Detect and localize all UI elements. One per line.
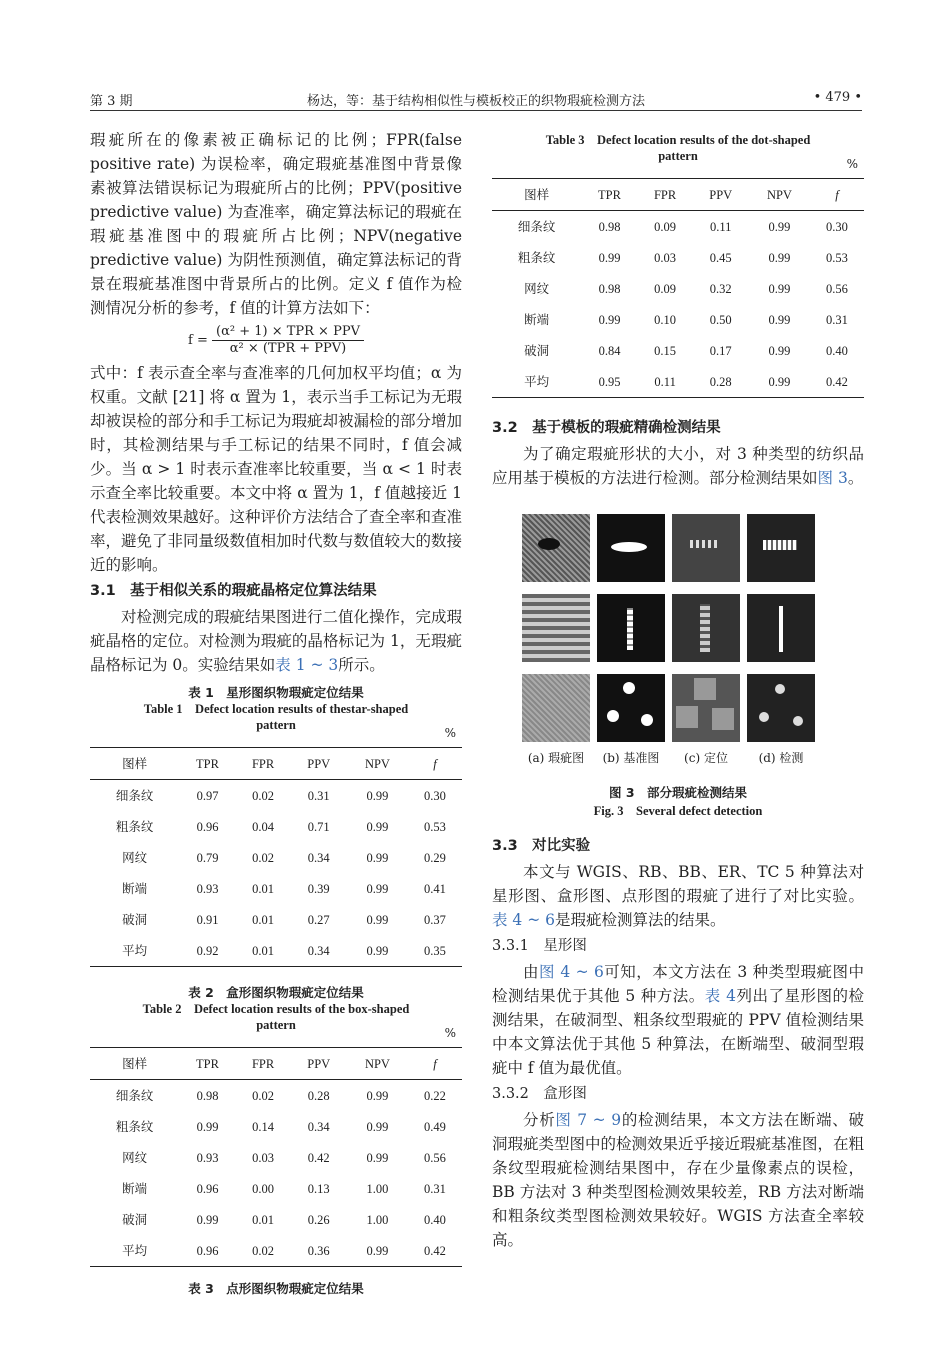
figure-row-box [522,594,842,662]
table-cell: 断端 [524,312,550,327]
table-cell: 粗条纹 [517,250,556,265]
table-cell: 1.00 [366,1212,389,1227]
table-cell: 0.42 [826,374,848,389]
table-cell: 网纹 [524,281,550,296]
table-cell: 0.31 [307,788,330,803]
figure-3-caption [492,784,864,820]
table-row [90,780,462,812]
section-3-1-heading: 3.1 基于相似关系的瑕疵晶格定位算法结果 [90,583,377,599]
table-cell: 0.01 [252,943,275,958]
sublabel-d: (d) 检测 [758,751,804,765]
table-cell: 平均 [524,374,550,389]
text-span: 本文与 WGIS、RB、BB、ER、TC 5 种算法对星形图、盒形图、点形图的瑕疵了进行了对比实验。 [492,863,864,905]
paragraph-3-3 [492,860,864,932]
table-1-title-zh: 表 1 星形图织物瑕疵定位结果 [188,685,364,700]
table-cell: 断端 [122,881,148,896]
section-3-3-1-heading: 3.3.1 星形图 [492,938,587,954]
text-span: 对检测完成的瑕疵结果图进行二值化操作，完成瑕疵晶格的定位。对检测为瑕疵的晶格标记为 1，无瑕疵晶格标记为 0。实验结果如 [90,608,463,674]
detection-image [747,594,815,662]
table-cell: 0.50 [709,312,732,327]
col-header: FPR [251,756,275,771]
table-cell: 0.42 [424,1243,446,1258]
table-cell: 0.22 [424,1088,446,1103]
table-3 [492,178,864,398]
table-cell: 0.40 [826,343,848,358]
table-cell: 断端 [122,1181,148,1196]
table-row [90,842,462,873]
table-1 [90,747,462,967]
table-cell: 0.79 [196,850,219,865]
table-cell: 0.99 [598,250,621,265]
table-3-caption [492,132,864,164]
table-row [492,273,864,304]
location-image [672,674,740,742]
left-column [90,128,462,1297]
table-row [492,211,864,243]
table-cell: 0.96 [196,819,219,834]
table-cell: 0.99 [366,1119,389,1134]
table-cell: 0.99 [196,1119,219,1134]
figure-3 [522,514,842,770]
figure-row-star [522,514,842,582]
text-span: 的检测结果，本文方法在断端、破洞瑕疵类型图中的检测效果近乎接近瑕疵基准图，在粗条纹型瑕疵检测结果图中，存在少量像素点的误检，BB 方法对 3 种类型图检测效果较差，RB 方法对断端和粗条纹类型图检测效果较好。WGIS 方法查全率较高。 [492,1111,865,1249]
table-cell: 0.99 [366,850,389,865]
table-cell: 0.11 [654,374,676,389]
table-3-title-en-cont: pattern [658,149,698,163]
table-cell: 0.99 [768,343,791,358]
unit-label: % [444,726,456,740]
table-cell: 0.56 [826,281,848,296]
paragraph-metrics: 瑕疵所在的像素被正确标记的比例；FPR(false positive rate) 为误检率，确定瑕疵基准图中背景像素被算法错误标记为瑕疵所占的比例；PPV(positive predictive value) 为查准率，确定算法标记的瑕疵在瑕疵基准图中的瑕疵所占比例；NPV(negative predictive value) 为阴性预测值，确定算法标记的背景在瑕疵基准图中背景所占的比例。定义 f 值作为检测情况分析的参考，f 值的计算方法如下： [90,131,462,317]
figure-3-link[interactable]: 图 3 [817,469,848,487]
table-cell: 0.02 [252,1088,275,1103]
formula-lhs: f = [188,333,208,348]
table-cell: 0.99 [366,819,389,834]
col-header: TPR [598,187,621,202]
table-cell: 0.53 [424,819,446,834]
table-1-caption [90,685,462,733]
table-cell: 0.42 [307,1150,330,1165]
table-cell: 0.02 [252,850,275,865]
text-span: 是瑕疵检测算法的结果。 [555,911,726,929]
table-cell: 0.01 [252,1212,275,1227]
table-cell: 0.26 [307,1212,330,1227]
table-3-title-zh: 表 3 点形图织物瑕疵定位结果 [188,1281,364,1296]
table-row [90,873,462,904]
table-cell: 0.28 [307,1088,330,1103]
table-cell: 0.02 [252,1243,275,1258]
table-cell: 0.37 [424,912,446,927]
table-cell: 破洞 [524,343,550,358]
table-cell: 0.91 [196,912,219,927]
table-row [492,242,864,273]
table-cell: 0.13 [307,1181,330,1196]
table-cell: 0.03 [654,250,677,265]
table-row [492,304,864,335]
col-header: TPR [196,756,219,771]
table-cell: 平均 [122,943,148,958]
location-image [672,514,740,582]
table-cell: 0.34 [307,1119,330,1134]
table-cell: 0.99 [768,374,791,389]
table-row [90,1111,462,1142]
page-number: • 479 • [813,90,862,105]
figure-sublabels [522,746,842,770]
table-2 [90,1047,462,1267]
defect-image [522,514,590,582]
table-cell: 0.03 [252,1150,275,1165]
table-header-row [492,179,864,211]
table-cell: 0.09 [654,219,677,234]
paragraph-3-2 [492,442,864,490]
section-3-3-2-heading: 3.3.2 盒形图 [492,1086,587,1102]
text-span: 由 [523,963,539,981]
table-cell: 0.00 [252,1181,275,1196]
paragraph-formula-explain: 式中：f 表示查全率与查准率的几何加权平均值；α 为权重。文献 [21] 将 α 置为 1，表示当手工标记为无瑕却被误检的部分和手工标记为瑕疵却被漏检的部分增加时，其检测结果与手工标记的结果不同时，f 值会减少。当 α > 1 时表示查准率比较重要，当 α < 1 时表示查全率比较重要。本文中将 α 置为 1，f 值越接近 1 代表检测效果越好。这种评价方法结合了查全率和查准率，避免了非同量级数值相加时代数与数值较大的数接近的影响。 [90,364,463,574]
table-header-row [90,748,462,780]
paragraph-3-1 [90,605,462,677]
table-cell: 0.41 [424,881,446,896]
table-cell: 0.99 [366,788,389,803]
table-cell: 0.96 [196,1181,219,1196]
table-cell: 0.15 [654,343,677,358]
paragraph-3-3-1 [492,960,864,1080]
detection-image [747,674,815,742]
col-header: FPR [653,187,677,202]
table-cell: 0.53 [826,250,848,265]
col-header: PPV [709,187,733,202]
table-cell: 0.93 [196,1150,219,1165]
table-row [90,1080,462,1112]
table-cell: 0.99 [366,1243,389,1258]
table-cell: 破洞 [122,912,148,927]
table-cell: 0.28 [709,374,732,389]
table-cell: 0.36 [307,1243,330,1258]
table-row [90,935,462,967]
table-row [90,1173,462,1204]
table-2-title-en-cont: pattern [256,1018,296,1032]
figure-caption-zh: 图 3 部分瑕疵检测结果 [608,785,748,800]
unit-label: % [444,1026,456,1040]
col-header: NPV [364,756,390,771]
table-cell: 0.34 [307,943,330,958]
table-1-title-en-cont: pattern [256,718,296,732]
figure-caption-en: Fig. 3 Several defect detection [593,804,763,818]
col-header: PPV [307,756,331,771]
table-cell: 细条纹 [115,1088,154,1103]
col-header: 图样 [524,187,550,202]
table-cell: 0.01 [252,881,275,896]
table-cell: 0.17 [709,343,732,358]
table-cell: 0.99 [366,943,389,958]
col-header: 图样 [122,756,148,771]
table-cell: 0.14 [252,1119,275,1134]
text-span: 。 [847,469,864,487]
table-cell: 网纹 [122,1150,148,1165]
table-cell: 0.99 [366,912,389,927]
table-cell: 0.31 [424,1181,446,1196]
right-column [492,128,864,1252]
text-span: 为了确定瑕疵形状的大小，对 3 种类型的纺织品应用基于模板的方法进行检测。部分检测结果如 [492,445,864,487]
table-cell: 细条纹 [517,219,556,234]
text-span: 分析 [523,1111,556,1129]
table-header-row [90,1048,462,1080]
table-cell: 网纹 [122,850,148,865]
table-cell: 0.99 [366,881,389,896]
table-cell: 0.99 [366,1088,389,1103]
table-cell: 0.40 [424,1212,446,1227]
table-cell: 0.99 [768,312,791,327]
table-cell: 细条纹 [115,788,154,803]
table-cell: 0.99 [768,219,791,234]
table-row [90,1142,462,1173]
table-cell: 0.49 [424,1119,446,1134]
table-cell: 1.00 [366,1181,389,1196]
col-header: FPR [251,1056,275,1071]
table-cell: 0.84 [598,343,621,358]
text-span: 可知，本文方法在 3 种类型瑕疵图中检测结果优于其他 5 种方法。 [492,963,864,1005]
table-2-title-zh: 表 2 盒形图织物瑕疵定位结果 [188,985,364,1000]
col-header: TPR [196,1056,219,1071]
table-2-title-en: Table 2 Defect location results of the box-shaped [142,1002,410,1016]
table-cell: 0.04 [252,819,275,834]
table-cell: 破洞 [122,1212,148,1227]
issue-number: 第 3 期 [90,94,133,109]
table-cell: 0.10 [654,312,677,327]
table-1-unit [90,726,462,747]
formula-fraction [212,324,364,357]
table-3-unit [492,157,864,178]
table-cell: 0.35 [424,943,446,958]
location-image [672,594,740,662]
col-header: f [433,756,437,771]
table-row [90,1235,462,1267]
table-row [90,1204,462,1235]
table-cell: 0.99 [196,1212,219,1227]
table-cell: 0.32 [709,281,732,296]
table-row [492,335,864,366]
table-cell: 平均 [122,1243,148,1258]
f-formula [90,324,462,357]
ground-truth-image [597,674,665,742]
text-span: 列出了星形图的检测结果，在破洞型、粗条纹型瑕疵的 PPV 值检测结果中本文算法优于其他 5 种算法，在断端型、破洞型瑕疵中 f 值为最优值。 [492,987,864,1077]
table-row [492,366,864,398]
section-3-3-heading: 3.3 对比实验 [492,838,591,854]
table-cell: 0.34 [307,850,330,865]
section-3-2-heading: 3.2 基于模板的瑕疵精确检测结果 [492,420,721,436]
table-cell: 0.39 [307,881,330,896]
table-cell: 0.99 [598,312,621,327]
table-cell: 0.02 [252,788,275,803]
table-cell: 0.29 [424,850,446,865]
col-header: f [835,187,839,202]
figure-4-6-link[interactable]: 图 4 ~ 6 [538,963,604,981]
table-3-title-en: Table 3 Defect location results of the dot-shaped [545,133,811,147]
col-header: NPV [364,1056,390,1071]
detection-image [747,514,815,582]
table-cell: 0.27 [307,912,330,927]
table-cell: 0.45 [709,250,732,265]
col-header: f [433,1056,437,1071]
text-span: 所示。 [338,656,385,674]
table-row [90,904,462,935]
table-cell: 0.98 [598,219,621,234]
table-cell: 0.98 [598,281,621,296]
table-cell: 0.92 [196,943,219,958]
defect-image [522,674,590,742]
running-title: 杨达，等：基于结构相似性与模板校正的织物瑕疵检测方法 [306,94,645,109]
table-3-caption-bottom [90,1281,462,1297]
table-cell: 粗条纹 [115,1119,154,1134]
formula-numerator: (α² + 1) × TPR × PPV [212,324,364,341]
table-4-link[interactable]: 表 4 [704,987,736,1005]
table-cell: 0.30 [424,788,446,803]
table-2-unit [90,1026,462,1047]
table-1-3-link[interactable]: 表 1 ~ 3 [275,656,339,674]
table-cell: 0.97 [196,788,219,803]
figure-row-dot [522,674,842,742]
figure-7-9-link[interactable]: 图 7 ~ 9 [555,1111,622,1129]
table-row [90,811,462,842]
ground-truth-image [597,514,665,582]
table-cell: 0.31 [826,312,848,327]
table-cell: 0.95 [598,374,621,389]
table-cell: 0.11 [710,219,732,234]
table-2-caption [90,985,462,1033]
table-cell: 0.99 [768,250,791,265]
table-cell: 0.99 [768,281,791,296]
sublabel-a: (a) 瑕疵图 [527,751,585,765]
table-cell: 0.93 [196,881,219,896]
table-cell: 0.98 [196,1088,219,1103]
col-header: 图样 [122,1056,148,1071]
defect-image [522,594,590,662]
table-cell: 0.09 [654,281,677,296]
formula-denominator: α² × (TPR + PPV) [229,341,347,356]
sublabel-c: (c) 定位 [684,751,728,765]
table-cell: 0.30 [826,219,848,234]
table-cell: 0.56 [424,1150,446,1165]
table-cell: 0.01 [252,912,275,927]
table-cell: 0.99 [366,1150,389,1165]
page-header [90,88,862,111]
ground-truth-image [597,594,665,662]
table-4-6-link[interactable]: 表 4 ~ 6 [492,911,555,929]
table-1-title-en: Table 1 Defect location results of thestar-shaped [143,702,409,716]
unit-label: % [846,157,858,171]
col-header: PPV [307,1056,331,1071]
col-header: NPV [766,187,792,202]
table-cell: 0.96 [196,1243,219,1258]
sublabel-b: (b) 基准图 [602,751,660,765]
table-cell: 粗条纹 [115,819,154,834]
paragraph-3-3-2 [492,1108,864,1252]
table-cell: 0.71 [307,819,330,834]
